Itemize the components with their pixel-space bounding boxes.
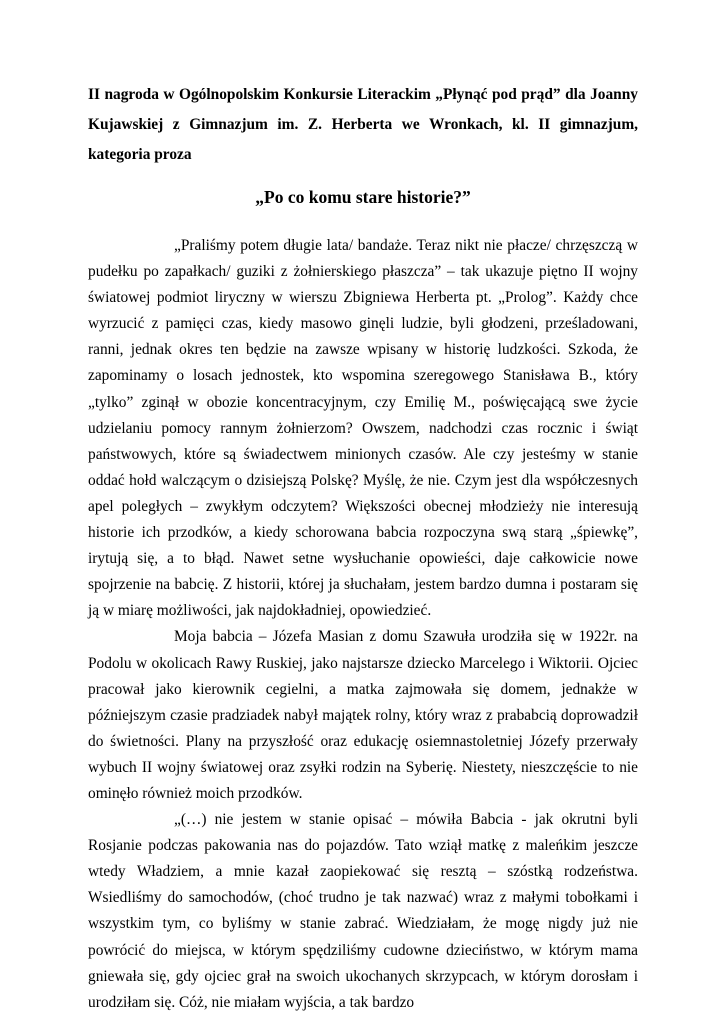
award-header: II nagroda w Ogólnopolskim Konkursie Literackim „Płynąć pod prąd” dla Joanny Kujawskiej z Gimnazjum im. Z. Herberta we Wronkach, kl. II gimnazjum, kategoria proza xyxy=(88,86,638,163)
paragraph-1: „Praliśmy potem długie lata/ bandaże. Teraz nikt nie płacze/ chrzęszczą w pudełku po zapałkach/ guziki z żołnierskiego płaszcza” – tak ukazuje piętno II wojny światowej podmiot liryczny w wierszu Zbigniewa Herberta pt. „Prolog”. Każdy chce wyrzucić z pamięci czas, kiedy masowo ginęli ludzie, byli głodzeni, prześladowani, ranni, jednak okres ten będzie na zawsze wpisany w historię ludzkości. Szkoda, że zapominamy o losach jednostek, kto wspomina szeregowego Stanisława B., który „tylko” zginął w obozie koncentracyjnym, czy Emilię M., poświęcającą swe życie udzielaniu pomocy rannym żołnierzom? Owszem, nadchodzi czas rocznic i świąt państwowych, które są świadectwem minionych czasów. Ale czy jesteśmy w stanie oddać hołd walczącym o dzisiejszą Polskę? Myślę, że nie. Czym jest dla współczesnych apel poległych – zwykłym odczytem? Większości obecnej młodzieży nie interesują historie ich przodków, a kiedy schorowana babcia rozpoczyna swą starą „śpiewkę”, irytują się, a to błąd. Nawet setne wysłuchanie opowieści, daje całkowicie nowe spojrzenie na babcię. Z historii, której ja słuchałam, jestem bardzo dumna i postaram się ją w miarę możliwości, jak najdokładniej, opowiedzieć. xyxy=(88,237,638,620)
essay-body xyxy=(88,233,638,1016)
paragraph-2: Moja babcia – Józefa Masian z domu Szawuła urodziła się w 1922r. na Podolu w okolicach Rawy Ruskiej, jako najstarsze dziecko Marcelego i Wiktorii. Ojciec pracował jako kierownik cegielni, a matka zajmowała się domem, jednakże w późniejszym czasie pradziadek nabył majątek rolny, który wraz z prababcią doprowadził do świetności. Plany na przyszłość oraz edukację osiemnastoletniej Józefy przerwały wybuch II wojny światowej oraz zsyłki rodzin na Syberię. Niestety, nieszczęście to nie ominęło również moich przodków. xyxy=(88,628,638,802)
paragraph-3: „(…) nie jestem w stanie opisać – mówiła Babcia - jak okrutni byli Rosjanie podczas pakowania nas do pojazdów. Tato wziął matkę z maleńkim jeszcze wtedy Władziem, a mnie kazał zaopiekować się resztą – szóstką rodzeństwa. Wsiedliśmy do samochodów, (choć trudno je tak nazwać) wraz z małymi tobołkami i wszystkim tym, co byliśmy w stanie zabrać. Wiedziałam, że mogę nigdy już nie powrócić do miejsca, w którym spędziliśmy cudowne dzieciństwo, w którym mama gniewała się, gdy ojciec grał na swoich ukochanych skrzypcach, w którym dorosłam i urodziłam się. Cóż, nie miałam wyjścia, a tak bardzo xyxy=(88,811,638,1011)
essay-title: „Po co komu stare historie?” xyxy=(255,187,471,207)
